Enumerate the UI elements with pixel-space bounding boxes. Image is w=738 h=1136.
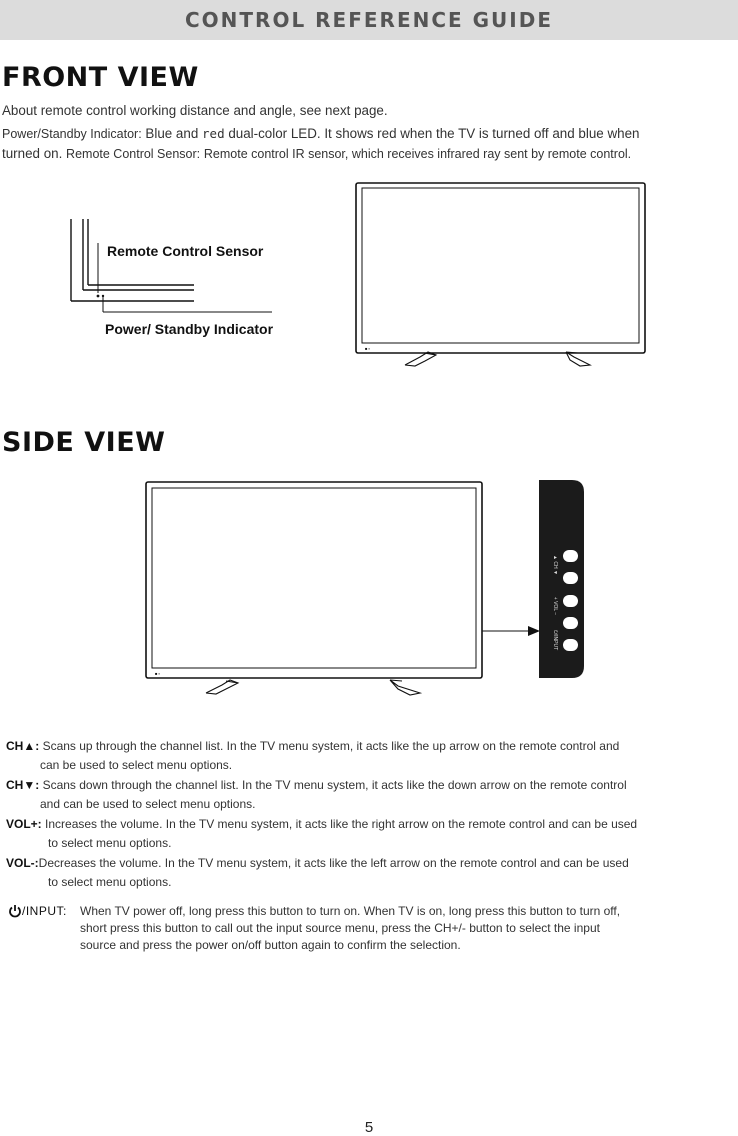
desc-vol-down: [6, 854, 706, 892]
desc-label: VOL+:: [6, 817, 42, 831]
desc-ch-up: [6, 737, 706, 775]
side-view-title: SIDE VIEW: [2, 427, 166, 458]
panel-vol-label: + VOL −: [552, 596, 558, 616]
desc-text-cont: to select menu options.: [48, 875, 172, 889]
power-input-line-3: source and press the power on/off button again to confirm the selection.: [80, 938, 461, 952]
power-indicator-label: Power/Standby Indicator:: [2, 127, 142, 141]
ch-down-button[interactable]: [563, 572, 578, 584]
desc-vol-up: [6, 815, 706, 853]
desc-text-cont: to select menu options.: [48, 836, 172, 850]
svg-text:■ ▪: ■ ▪: [365, 346, 370, 351]
power-indicator-text-a: Blue and: [145, 126, 199, 141]
desc-text: Increases the volume. In the TV menu system, it acts like the right arrow on the remote control and can be used: [45, 817, 638, 831]
desc-label: CH▼:: [6, 778, 40, 792]
power-input-label: /INPUT:: [22, 904, 67, 918]
callout-power-indicator: Power/ Standby Indicator: [105, 321, 274, 337]
power-indicator-text-b: dual-color LED. It shows red when the TV is turned off and blue when: [228, 126, 640, 141]
desc-label: CH▲:: [6, 739, 40, 753]
desc-label: VOL-:: [6, 856, 39, 870]
sensor-text-b: Remote control IR sensor, which receives infrared ray sent by remote control.: [203, 147, 632, 161]
desc-text-cont: can be used to select menu options.: [40, 758, 233, 772]
panel-ch-label: ▲ CH ▼: [552, 555, 558, 575]
vol-down-button[interactable]: [563, 617, 578, 629]
power-input-line-1: When TV power off, long press this button to turn on. When TV is on, long press this button to turn off,: [80, 904, 621, 918]
page-title: CONTROL REFERENCE GUIDE: [184, 8, 554, 32]
svg-text:■ ▪: ■ ▪: [155, 671, 160, 676]
desc-text: Scans up through the channel list. In the TV menu system, it acts like the up arrow on the remote control and: [42, 739, 620, 753]
page-number: 5: [364, 1119, 374, 1136]
desc-text-cont: and can be used to select menu options.: [40, 797, 256, 811]
front-view-title: FRONT VIEW: [2, 62, 199, 93]
power-indicator-red: red: [202, 126, 225, 141]
power-input-line-2: short press this button to call out the input source menu, press the CH+/- button to select the input: [80, 921, 600, 935]
desc-ch-down: [6, 776, 706, 814]
vol-up-button[interactable]: [563, 595, 578, 607]
desc-text: Decreases the volume. In the TV menu system, it acts like the left arrow on the remote control and can be used: [38, 856, 629, 870]
desc-text: Scans down through the channel list. In the TV menu system, it acts like the down arrow on the remote control: [42, 778, 627, 792]
sensor-text-a: turned on.: [2, 146, 63, 161]
ch-up-button[interactable]: [563, 550, 578, 562]
power-input-button[interactable]: [563, 639, 578, 651]
sensor-label: Remote Control Sensor:: [66, 147, 201, 161]
callout-remote-sensor: Remote Control Sensor: [107, 243, 264, 259]
power-icon: [8, 904, 22, 918]
panel-input-label: ⏻/INPUT: [552, 629, 558, 651]
front-intro-line: About remote control working distance and angle, see next page.: [2, 103, 388, 118]
